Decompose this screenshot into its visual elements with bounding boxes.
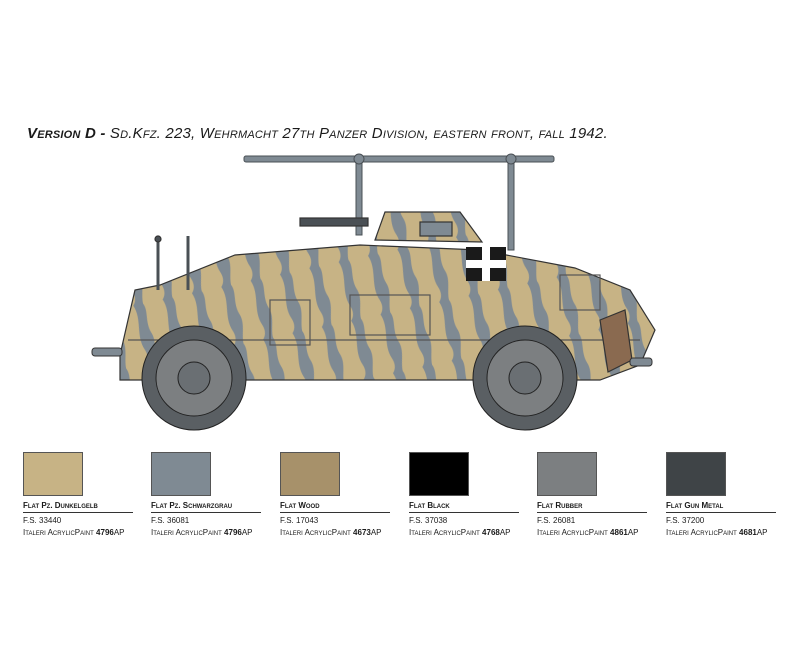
paint-reference: Italeri AcrylicPaint 4768AP	[409, 528, 511, 537]
paint-reference: Italeri AcrylicPaint 4681AP	[666, 528, 768, 537]
color-sample	[23, 452, 83, 496]
color-name: Flat Pz. Dunkelgelb	[23, 501, 133, 513]
page-title	[27, 125, 608, 142]
color-name: Flat Black	[409, 501, 519, 513]
fs-code: F.S. 33440	[23, 516, 62, 525]
version-description: Sd.Kfz. 223, Wehrmacht 27th Panzer Division, eastern front, fall 1942.	[109, 125, 608, 142]
color-name: Flat Pz. Schwarzgrau	[151, 501, 261, 513]
paint-reference: Italeri AcrylicPaint 4861AP	[537, 528, 639, 537]
color-swatch	[409, 452, 521, 537]
color-swatch	[23, 452, 135, 537]
fs-code: F.S. 36081	[151, 516, 190, 525]
fs-code: F.S. 37038	[409, 516, 448, 525]
paint-reference: Italeri AcrylicPaint 4796AP	[151, 528, 253, 537]
balkenkreuz-marking	[466, 247, 506, 281]
color-swatch	[151, 452, 263, 537]
color-name: Flat Gun Metal	[666, 501, 776, 513]
color-sample	[537, 452, 597, 496]
color-chart	[0, 452, 800, 542]
color-sample	[409, 452, 469, 496]
color-name: Flat Rubber	[537, 501, 647, 513]
color-swatch	[537, 452, 649, 537]
rear-wheel	[473, 326, 577, 430]
version-label: Version D -	[27, 125, 106, 142]
color-name: Flat Wood	[280, 501, 390, 513]
color-swatch	[666, 452, 778, 537]
paint-reference: Italeri AcrylicPaint 4796AP	[23, 528, 125, 537]
color-sample	[666, 452, 726, 496]
color-swatch	[280, 452, 392, 537]
front-wheel	[142, 326, 246, 430]
fs-code: F.S. 37200	[666, 516, 705, 525]
fs-code: F.S. 17043	[280, 516, 319, 525]
fs-code: F.S. 26081	[537, 516, 576, 525]
paint-reference: Italeri AcrylicPaint 4673AP	[280, 528, 382, 537]
color-sample	[280, 452, 340, 496]
color-sample	[151, 452, 211, 496]
vehicle-illustration	[0, 150, 800, 450]
